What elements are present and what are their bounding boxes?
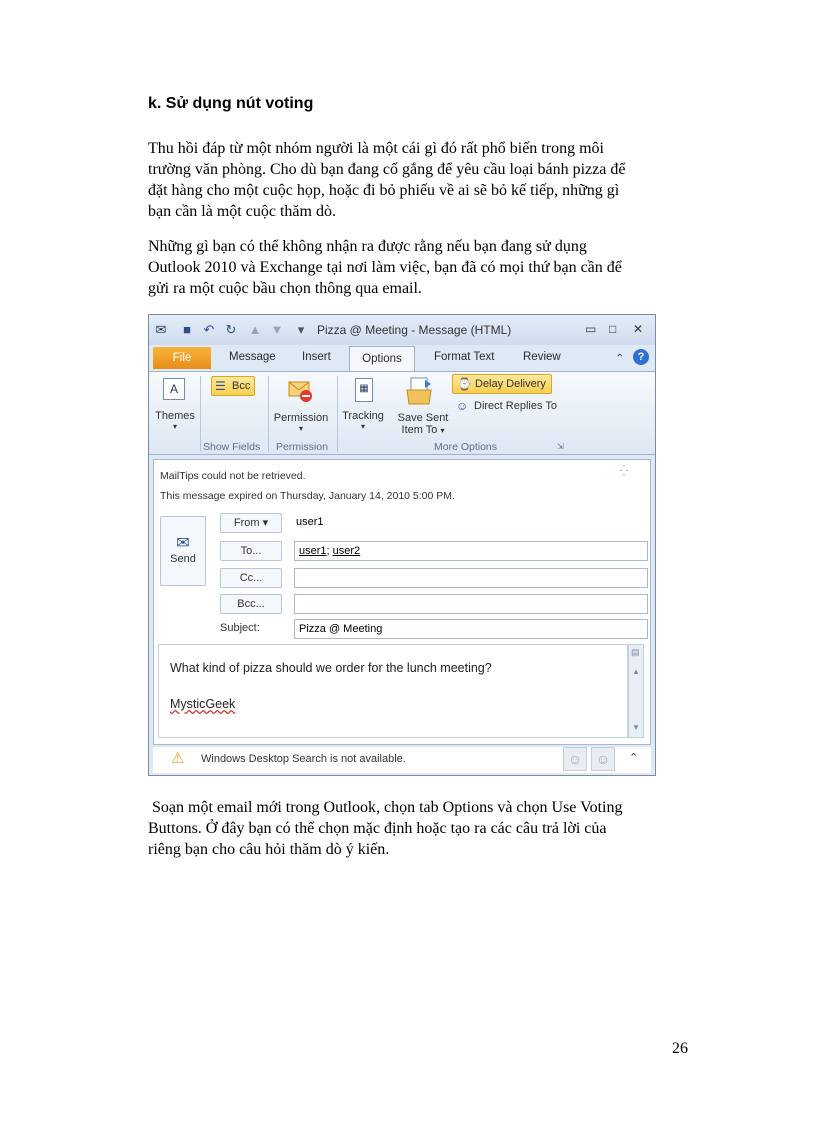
group-show-fields-label: Show Fields <box>203 441 261 453</box>
paragraph-line: Soạn một email mới trong Outlook, chọn tab Options và chọn Use Voting <box>148 799 623 816</box>
title-bar <box>149 315 655 345</box>
tracking-button[interactable]: Tracking <box>342 410 384 422</box>
customize-toolbar-icon[interactable]: ▾ <box>297 322 305 337</box>
paragraph-line: Outlook 2010 và Exchange tại nơi làm việc, bạn đã có mọi thứ bạn cần để <box>148 259 622 276</box>
cc-field[interactable] <box>294 568 648 588</box>
save-sent-item-label: Item To <box>401 424 438 436</box>
recipient-separator: ; <box>326 545 333 557</box>
tab-insert[interactable]: Insert <box>302 351 331 363</box>
group-separator <box>200 376 201 452</box>
section-heading: k. Sử dụng nút voting <box>148 95 314 112</box>
send-button[interactable] <box>160 516 206 586</box>
undo-icon[interactable]: ↶ <box>203 322 215 337</box>
mailtips-notice: MailTips could not be retrieved. <box>160 470 306 482</box>
subject-label: Subject: <box>220 622 260 634</box>
paragraph-line: Thu hồi đáp từ một nhóm người là một cái gì đó rất phổ biến trong môi <box>148 140 604 157</box>
paragraph-2 <box>148 236 708 299</box>
paragraph-line: riêng bạn cho câu hỏi thăm dò ý kiến. <box>148 841 390 858</box>
permission-button[interactable]: Permission <box>273 412 329 424</box>
people-pane-avatar-icon[interactable]: ☺ <box>563 747 587 771</box>
paragraph-line: Những gì bạn có thể không nhận ra được rằng nếu bạn đang sử dụng <box>148 238 587 255</box>
direct-replies-label: Direct Replies To <box>474 400 557 412</box>
to-button[interactable]: To... <box>220 541 282 561</box>
maximize-icon[interactable]: □ <box>609 322 617 336</box>
message-compose-area <box>153 459 651 745</box>
themes-icon: A <box>163 378 185 400</box>
direct-replies-icon: ☺ <box>456 399 469 413</box>
themes-dropdown-icon[interactable]: ▾ <box>172 422 177 431</box>
next-item-icon[interactable]: ▼ <box>270 322 284 337</box>
paragraph-1 <box>148 138 708 222</box>
body-signature: MysticGeek <box>170 697 236 711</box>
group-more-options-label: More Options <box>434 441 498 453</box>
outlook-app-icon: ✉ <box>155 322 167 337</box>
ribbon <box>149 371 655 455</box>
tab-review[interactable]: Review <box>523 351 561 363</box>
tab-message[interactable]: Message <box>229 351 276 363</box>
scroll-down-icon[interactable]: ▼ <box>632 723 640 732</box>
paragraph-line: bạn cần là một cuộc thăm dò. <box>148 203 336 220</box>
status-bar <box>153 747 651 773</box>
dialog-launcher-icon[interactable]: ⇲ <box>557 442 564 451</box>
recipient[interactable]: user1 <box>299 545 327 557</box>
ruler-icon[interactable]: ▤ <box>631 647 640 657</box>
save-icon[interactable]: ■ <box>183 322 191 337</box>
window-title: Pizza @ Meeting - Message (HTML) <box>317 323 512 337</box>
ribbon-tabs <box>149 345 655 371</box>
save-sent-item-button-line2[interactable] <box>393 424 453 436</box>
save-sent-item-button[interactable]: Save Sent <box>397 412 449 424</box>
bcc-label: Bcc <box>232 380 251 392</box>
body-scrollbar[interactable] <box>628 644 644 738</box>
body-text-line: What kind of pizza should we order for the lunch meeting? <box>170 661 492 675</box>
loading-icon: ⁛ <box>620 466 628 477</box>
themes-button[interactable]: Themes <box>155 410 195 422</box>
help-icon[interactable]: ? <box>633 349 649 365</box>
from-button[interactable]: From ▾ <box>220 513 282 533</box>
tab-file[interactable]: File <box>153 347 211 369</box>
previous-item-icon[interactable]: ▲ <box>248 322 262 337</box>
paragraph-line: Buttons. Ở đây bạn có thể chọn mặc định hoặc tạo ra các câu trả lời của <box>148 820 607 837</box>
bcc-toggle-button[interactable] <box>211 376 255 396</box>
permission-dropdown-icon[interactable]: ▾ <box>298 424 303 433</box>
save-sent-item-icon <box>405 376 433 406</box>
tab-format-text[interactable]: Format Text <box>434 351 495 363</box>
people-pane-avatar-icon[interactable]: ☺ <box>591 747 615 771</box>
paragraph-3 <box>148 797 708 860</box>
expand-people-pane-icon[interactable]: ⌃ <box>629 752 639 764</box>
recipient[interactable]: user2 <box>332 545 361 557</box>
paragraph-line: gửi ra một cuộc bầu chọn thông qua email. <box>148 280 422 297</box>
group-separator <box>337 376 338 452</box>
direct-replies-button[interactable] <box>455 398 575 416</box>
permission-icon <box>287 378 315 404</box>
from-value: user1 <box>296 516 324 528</box>
outlook-message-window <box>148 314 656 776</box>
page-number: 26 <box>672 1040 688 1057</box>
message-body[interactable] <box>158 644 628 738</box>
delay-delivery-icon: ⌚ <box>457 377 472 391</box>
status-text: Windows Desktop Search is not available. <box>201 753 406 765</box>
redo-icon[interactable]: ↻ <box>225 322 237 337</box>
group-permission-label: Permission <box>276 441 328 453</box>
delay-delivery-button[interactable] <box>452 374 552 394</box>
paragraph-line: trường văn phòng. Cho dù bạn đang cố gắng để yêu cầu loại bánh pizza để <box>148 161 626 178</box>
send-icon: ✉ <box>176 535 190 552</box>
minimize-ribbon-icon[interactable]: ⌃ <box>615 353 625 365</box>
paragraph-line: đặt hàng cho một cuộc họp, hoặc đi bỏ phiếu về ai sẽ bỏ kế tiếp, những gì <box>148 182 620 199</box>
scroll-up-icon[interactable]: ▲ <box>632 667 640 676</box>
send-label: Send <box>170 553 196 565</box>
to-field[interactable] <box>294 541 648 561</box>
minimize-icon[interactable]: ▭ <box>585 322 597 336</box>
tracking-dropdown-icon[interactable]: ▾ <box>360 422 365 431</box>
save-sent-dropdown-icon[interactable]: ▾ <box>440 426 445 435</box>
expiry-notice: This message expired on Thursday, January 14, 2010 5:00 PM. <box>160 490 455 502</box>
close-icon[interactable]: ✕ <box>633 322 644 336</box>
tab-options[interactable]: Options <box>349 346 415 371</box>
warning-icon: ⚠ <box>171 750 185 767</box>
subject-field[interactable]: Pizza @ Meeting <box>294 619 648 639</box>
cc-button[interactable]: Cc... <box>220 568 282 588</box>
delay-delivery-label: Delay Delivery <box>475 378 546 390</box>
bcc-icon: ☰ <box>215 379 226 393</box>
bcc-field[interactable] <box>294 594 648 614</box>
group-separator <box>268 376 269 452</box>
bcc-button[interactable]: Bcc... <box>220 594 282 614</box>
tracking-icon: ▦ <box>355 378 373 402</box>
